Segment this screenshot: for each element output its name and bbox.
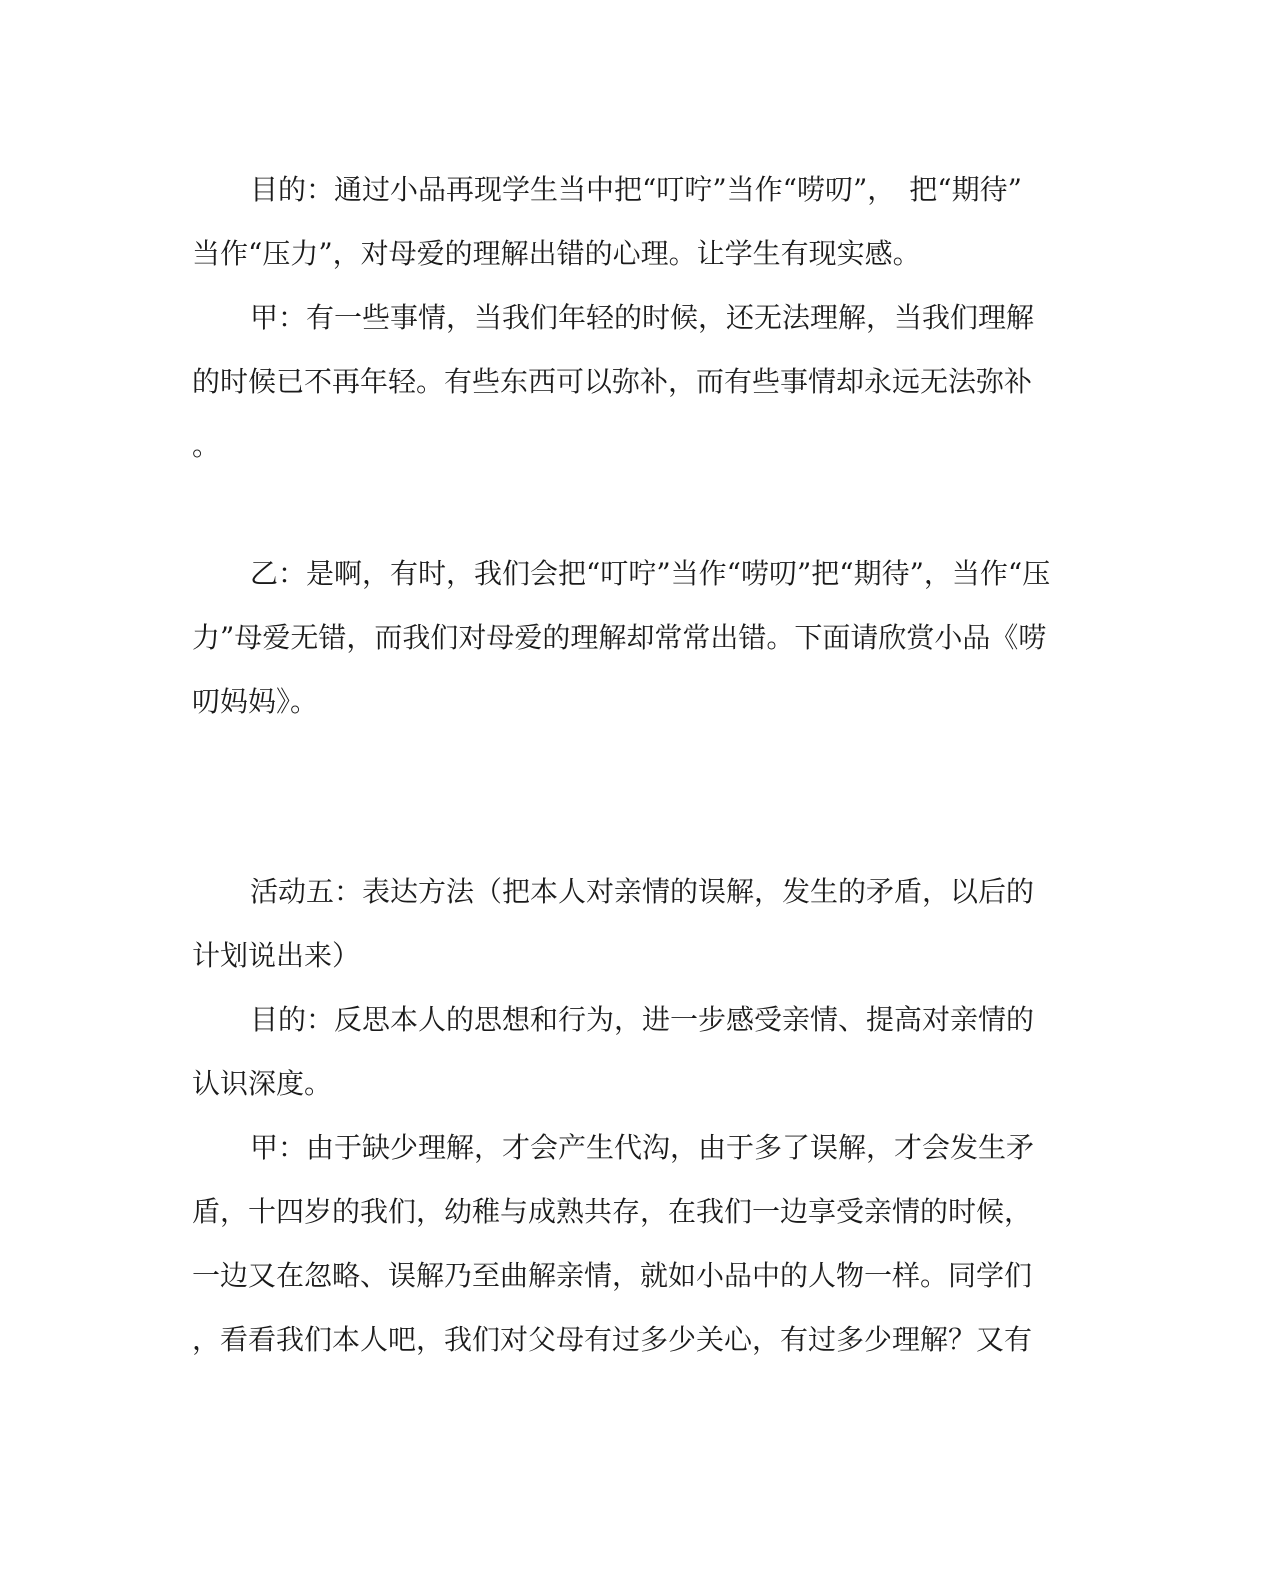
text-line: 活动五：表达方法（把本人对亲情的误解，发生的矛盾，以后的: [250, 875, 1035, 908]
text-line: 计划说出来）: [192, 939, 361, 972]
text-line: 一边又在忽略、误解乃至曲解亲情，就如小品中的人物一样。同学们: [192, 1259, 1033, 1292]
text-line: 目的：通过小品再现学生当中把“叮咛”当作“唠叨”， 把“期待”: [250, 173, 1022, 206]
text-line: 乙：是啊，有时，我们会把“叮咛”当作“唠叨”把“期待”，当作“压: [250, 557, 1051, 590]
text-line: 叨妈妈》。: [192, 685, 319, 718]
text-line: 力”母爱无错，而我们对母爱的理解却常常出错。下面请欣赏小品《唠: [192, 621, 1047, 654]
text-line: 甲：有一些事情，当我们年轻的时候，还无法理解，当我们理解: [250, 301, 1035, 334]
text-line: ，看看我们本人吧，我们对父母有过多少关心，有过多少理解？又有: [192, 1323, 1033, 1356]
text-line: 盾，十四岁的我们，幼稚与成熟共存，在我们一边享受亲情的时候，: [192, 1195, 1033, 1228]
text-line: 认识深度。: [192, 1067, 333, 1100]
text-line: 当作“压力”，对母爱的理解出错的心理。让学生有现实感。: [192, 237, 921, 270]
text-line: 的时候已不再年轻。有些东西可以弥补，而有些事情却永远无法弥补: [192, 365, 1033, 398]
text-line: 。: [192, 429, 221, 462]
text-line: 甲：由于缺少理解，才会产生代沟，由于多了误解，才会发生矛: [250, 1131, 1035, 1164]
text-line: 目的：反思本人的思想和行为，进一步感受亲情、提高对亲情的: [250, 1003, 1035, 1036]
